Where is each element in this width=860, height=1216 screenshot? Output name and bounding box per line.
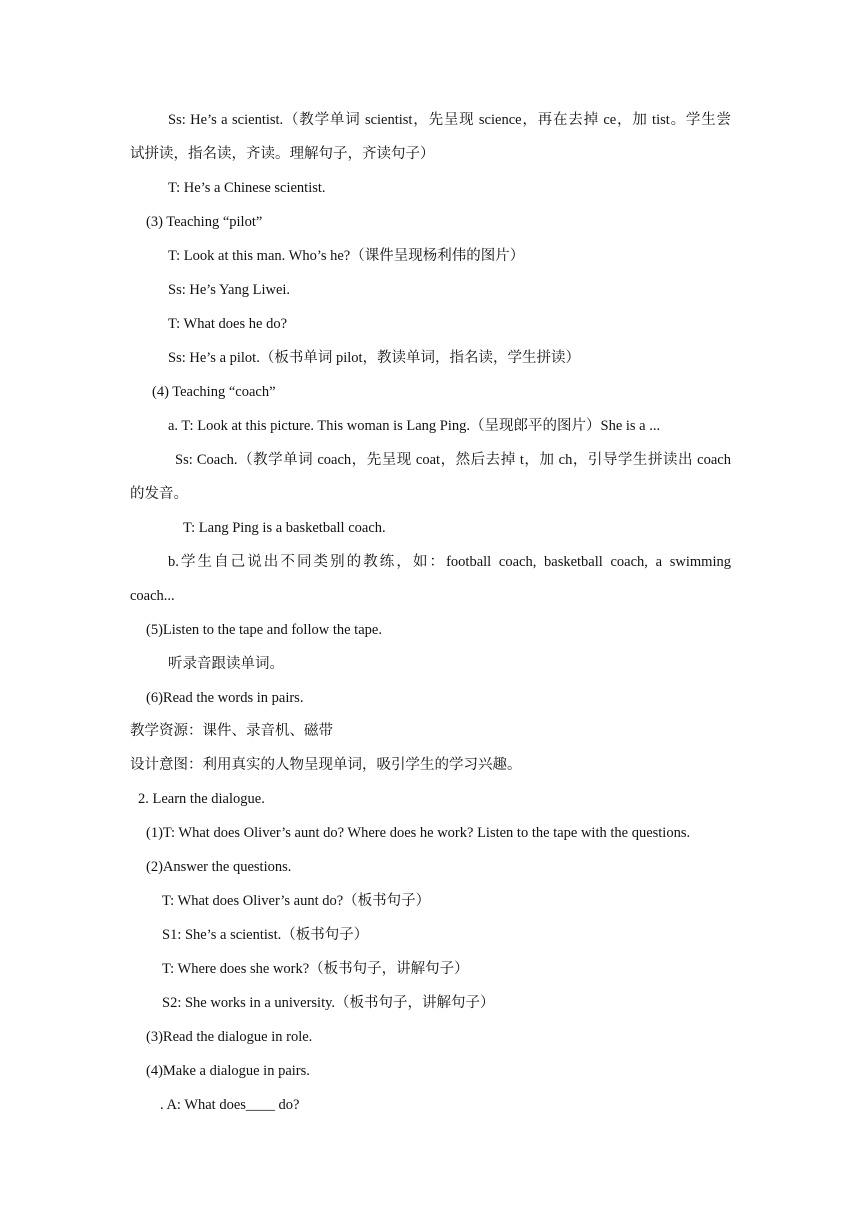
- text-line: T: Lang Ping is a basketball coach.: [183, 520, 386, 536]
- text-line: (4) Teaching “coach”: [152, 384, 276, 400]
- text-line: 听录音跟读单词。: [168, 656, 284, 672]
- text-line: (4)Make a dialogue in pairs.: [146, 1063, 310, 1079]
- text-line: coach...: [130, 588, 175, 604]
- text-line: 设计意图：利用真实的人物呈现单词，吸引学生的学习兴趣。: [130, 757, 522, 773]
- text-line: S1: She’s a scientist.（板书句子）: [162, 927, 369, 943]
- text-line: Ss: He’s Yang Liwei.: [168, 282, 291, 298]
- text-line: Ss: He’s a pilot.（板书单词 pilot，教读单词，指名读，学生拼读）: [168, 350, 581, 366]
- text-line: T: Look at this man. Who’s he?（课件呈现杨利伟的图片）: [168, 248, 525, 264]
- text-line: T: Where does she work?（板书句子，讲解句子）: [162, 961, 469, 977]
- text-line: b.学生自己说出不同类别的教练，如：football coach, basketball coach, a swimming: [168, 554, 731, 570]
- text-line: (1)T: What does Oliver’s aunt do? Where does he work? Listen to the tape with the questions.: [146, 825, 691, 841]
- text-line: Ss: He’s a scientist.（教学单词 scientist，先呈现 science，再在去掉 ce，加 tist。学生尝: [168, 112, 731, 128]
- text-line: a. T: Look at this picture. This woman is Lang Ping.（呈现郎平的图片）She is a ...: [168, 418, 661, 434]
- text-line: T: What does he do?: [168, 316, 288, 332]
- text-line: (3) Teaching “pilot”: [146, 214, 263, 230]
- text-line: (6)Read the words in pairs.: [146, 690, 304, 706]
- text-line: S2: She works in a university.（板书句子，讲解句子）: [162, 995, 495, 1011]
- text-line: 试拼读，指名读，齐读。理解句子，齐读句子）: [130, 146, 435, 162]
- text-line: T: He’s a Chinese scientist.: [168, 180, 326, 196]
- text-line: Ss: Coach.（教学单词 coach，先呈现 coat，然后去掉 t，加 ch，引导学生拼读出 coach: [175, 452, 731, 468]
- text-line: . A: What does____ do?: [160, 1097, 300, 1113]
- text-line: T: What does Oliver’s aunt do?（板书句子）: [162, 893, 431, 909]
- text-line: 的发音。: [130, 486, 188, 502]
- text-line: 教学资源：课件、录音机、磁带: [130, 723, 333, 739]
- text-line: 2. Learn the dialogue.: [138, 791, 265, 807]
- text-line: (5)Listen to the tape and follow the tape.: [146, 622, 382, 638]
- text-line: (2)Answer the questions.: [146, 859, 292, 875]
- text-line: (3)Read the dialogue in role.: [146, 1029, 313, 1045]
